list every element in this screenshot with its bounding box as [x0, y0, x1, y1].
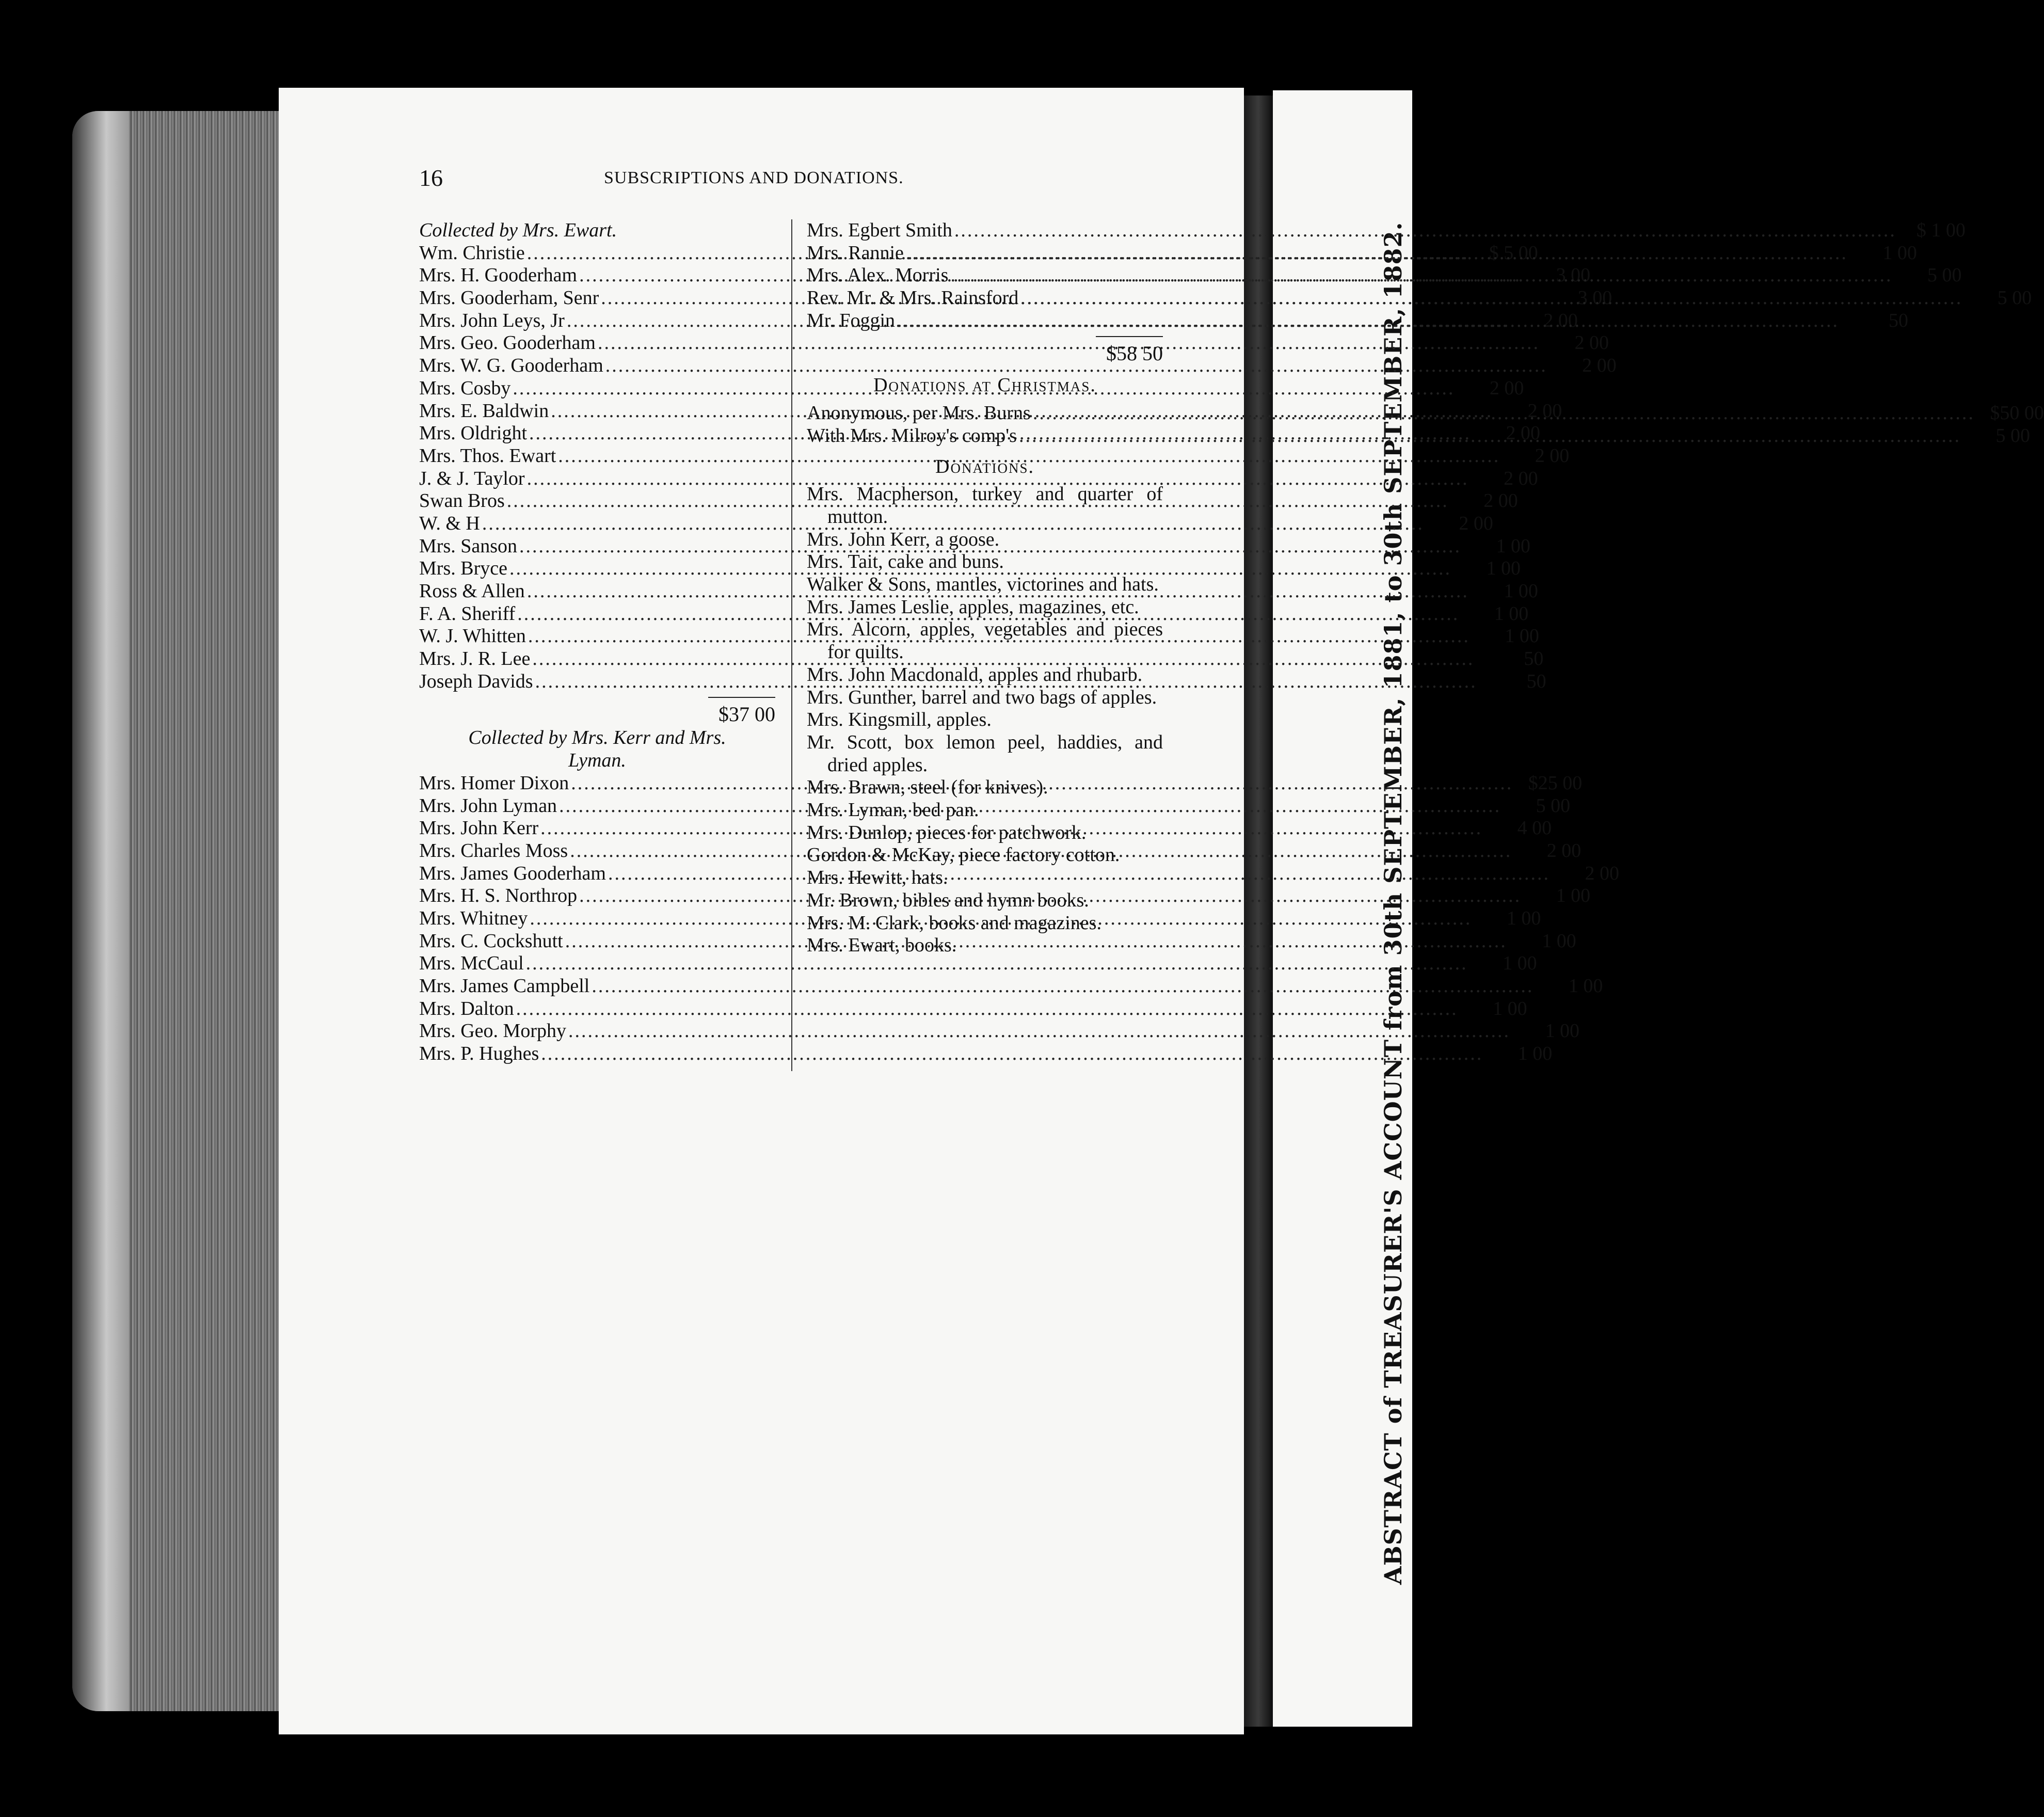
entry-amount: 1 00	[1505, 625, 1539, 647]
entry-amount: 3 00	[1556, 264, 1591, 286]
entry-name: Ross & Allen	[419, 580, 525, 602]
running-head: SUBSCRIPTIONS AND DONATIONS.	[604, 168, 904, 187]
entry-name: Mrs. C. Cockshutt	[419, 930, 563, 952]
donation-item: Mrs. Dunlop, pieces for patchwork.	[807, 821, 1087, 843]
entry-name: Mrs. Egbert Smith	[807, 219, 952, 241]
list-item	[419, 952, 1537, 975]
entry-name: Mrs. E. Baldwin	[419, 400, 549, 422]
entry-name: Anonymous, per Mrs. Burns	[807, 402, 1031, 424]
entry-amount: 2 00	[1585, 862, 1619, 884]
entry-amount: 4 00	[1517, 817, 1552, 839]
dot-leader	[954, 219, 1896, 242]
dot-leader	[541, 1043, 1483, 1065]
entry-amount: 5 00	[1927, 264, 1962, 286]
list-item	[419, 467, 1538, 490]
donation-item: Mrs. Gunther, barrel and two bags of apples.	[807, 686, 1157, 708]
list-item	[807, 219, 1966, 242]
entry-name: Mrs. P. Hughes	[419, 1043, 539, 1065]
entry-amount: 1 00	[1568, 975, 1603, 997]
entry-amount: 1 00	[1493, 997, 1527, 1019]
entry-amount: 3 00	[1577, 287, 1612, 309]
entry-name: Wm. Christie	[419, 242, 525, 264]
section-heading-kerr-lyman: Collected by Mrs. Kerr and Mrs. Lyman.	[468, 727, 726, 772]
entry-amount: $ 1 00	[1916, 219, 1966, 241]
list-item	[419, 975, 1603, 998]
donation-item: Mrs. Tait, cake and buns.	[807, 551, 1004, 573]
entry-amount: 5 00	[1995, 424, 2030, 447]
entry-amount: 2 00	[1527, 400, 1562, 422]
donation-item: Mrs. Alcorn, apples, vegetables and pieces for quilts.	[807, 618, 1163, 663]
entry-name: Mrs. H. Gooderham	[419, 264, 578, 286]
donation-item: Mrs. James Leslie, apples, magazines, etc.	[807, 596, 1139, 618]
entry-name: Mrs. Rannie	[807, 242, 904, 264]
list-item	[419, 512, 1493, 535]
dot-leader	[897, 310, 1839, 332]
entry-name: Mr. Foggin	[807, 309, 896, 331]
entry-name: Mrs. John Lyman	[419, 794, 557, 817]
entry-amount: 2 00	[1459, 512, 1493, 534]
dot-leader	[1033, 402, 1975, 425]
entry-amount: 1 00	[1545, 1020, 1579, 1042]
entry-amount: 1 00	[1504, 580, 1538, 602]
list-item	[419, 1020, 1579, 1043]
entry-name: Mrs. Oldright	[419, 422, 527, 444]
entry-amount: 1 00	[1556, 885, 1591, 907]
entry-amount: 2 00	[1506, 422, 1540, 444]
dot-leader	[1020, 287, 1962, 310]
entry-amount: 5 00	[1536, 794, 1571, 817]
entry-amount: 5 00	[1997, 287, 2032, 309]
entry-name: Mrs. Bryce	[419, 557, 507, 580]
entry-amount: 1 00	[1542, 930, 1576, 952]
entry-amount: $25 00	[1528, 772, 1583, 794]
dot-leader	[906, 242, 1848, 265]
section-heading-ewart: Collected by Mrs. Ewart.	[419, 219, 617, 241]
donation-item: Mr. Scott, box lemon peel, haddies, and dried apples.	[807, 731, 1163, 776]
entry-name: Mrs. Geo. Morphy	[419, 1020, 566, 1042]
entry-amount: 2 00	[1574, 332, 1609, 354]
entry-amount: 1 00	[1496, 535, 1531, 557]
entry-amount: $ 5 00	[1489, 242, 1538, 264]
donation-item: Mrs. Kingsmill, apples.	[807, 709, 992, 731]
entry-name: Mrs. J. R. Lee	[419, 648, 531, 670]
entry-name: Mrs. James Gooderham	[419, 862, 606, 884]
entry-amount: 2 00	[1489, 377, 1524, 399]
donation-item: Mrs. Lyman, bed pan.	[807, 799, 979, 821]
entry-amount: 50	[1526, 670, 1546, 692]
facing-page-title: ABSTRACT of TREASURER'S ACCOUNT from 30th SEPTEMBER, 1881, to 30th SEPTEMBER, 1882.	[1379, 221, 1407, 1585]
entry-name: Mrs. Dalton	[419, 997, 514, 1019]
entry-name: Mrs. Cosby	[419, 377, 511, 399]
list-item	[419, 997, 1527, 1021]
entry-amount: $50 00	[1990, 402, 2044, 424]
entry-name: Rev. Mr. & Mrs. Rainsford	[807, 287, 1019, 309]
entry-name: W. & H	[419, 512, 480, 534]
ewart-total: $37 00	[718, 703, 775, 726]
list-item	[419, 1043, 1553, 1065]
entry-name: Swan Bros	[419, 490, 505, 512]
entry-amount: 2 00	[1483, 490, 1518, 512]
entry-name: With Mrs. Milroy's comp's	[807, 424, 1017, 447]
entry-amount: 1 00	[1494, 602, 1529, 625]
page-number: 16	[419, 165, 443, 191]
entry-amount: 1 00	[1503, 952, 1537, 975]
entry-name: Joseph Davids	[419, 670, 533, 692]
donation-item: Mrs. Brawn, steel (for knives).	[807, 776, 1048, 799]
donation-item: Mrs. M. Clark, books and magazines.	[807, 912, 1101, 934]
dot-leader	[516, 998, 1458, 1021]
donation-item: Walker & Sons, mantles, victorines and hats.	[807, 573, 1159, 596]
entry-name: W. J. Whitten	[419, 625, 526, 647]
list-item	[419, 355, 1617, 377]
donations-list	[807, 483, 1163, 957]
entry-amount: 2 00	[1546, 839, 1582, 862]
entry-amount: 2 00	[1582, 355, 1617, 377]
entry-name: Mrs. Sanson	[419, 535, 518, 557]
donation-item: Mrs. Macpherson, turkey and quarter of mutton.	[807, 483, 1163, 528]
entry-name: Mrs. Thos. Ewart	[419, 444, 556, 467]
entry-name: Mrs. Gooderham, Senr	[419, 287, 599, 309]
section-heading-donations: Donations.	[935, 455, 1034, 477]
dot-leader	[950, 264, 1892, 287]
entry-name: Mrs. McCaul	[419, 952, 524, 975]
dot-leader	[1019, 425, 1961, 448]
entry-name: Mrs. Geo. Gooderham	[419, 332, 596, 354]
entry-name: F. A. Sheriff	[419, 602, 516, 625]
entry-name: Mrs. H. S. Northrop	[419, 885, 578, 907]
section-heading-christmas: Donations at Christmas.	[873, 374, 1096, 396]
entry-name: Mrs. Alex. Morris	[807, 264, 949, 286]
donation-item: Mrs. Hewitt, hats.	[807, 867, 948, 889]
entry-name: Mrs. John Kerr	[419, 817, 539, 839]
list-item	[419, 648, 1544, 671]
entry-amount: 50	[1889, 309, 1909, 331]
entry-amount: 1 00	[1506, 907, 1541, 929]
entry-name: Mrs. Homer Dixon	[419, 772, 569, 794]
donation-item: Mrs. John Kerr, a goose.	[807, 528, 1000, 550]
entry-amount: 1 00	[1518, 1043, 1553, 1065]
donation-item: Gordon & McKay, piece factory cotton.	[807, 844, 1120, 866]
donation-item: Mrs. Ewart, books.	[807, 934, 957, 957]
entry-amount: 1 00	[1486, 557, 1521, 580]
donation-item: Mrs. John Macdonald, apples and rhubarb.	[807, 663, 1143, 686]
entry-name: Mrs. John Leys, Jr	[419, 309, 565, 331]
book-edge-highlight	[72, 111, 129, 1711]
entry-name: J. & J. Taylor	[419, 467, 525, 489]
donation-item: Mr. Brown, bibles and hymn books.	[807, 889, 1089, 911]
entry-amount: 50	[1524, 648, 1544, 670]
entry-amount: 1 00	[1882, 242, 1917, 264]
entry-name: Mrs. James Campbell	[419, 975, 590, 997]
entry-amount: 2 00	[1543, 309, 1578, 331]
continued-total: $58 50	[1106, 342, 1163, 365]
entry-amount: 2 00	[1504, 467, 1538, 489]
entry-name: Mrs. W. G. Gooderham	[419, 355, 603, 377]
entry-name: Mrs. Charles Moss	[419, 839, 568, 862]
entry-name: Mrs. Whitney	[419, 907, 528, 929]
dot-leader	[568, 1020, 1510, 1043]
dot-leader	[592, 975, 1534, 998]
entry-amount: 2 00	[1535, 444, 1570, 467]
